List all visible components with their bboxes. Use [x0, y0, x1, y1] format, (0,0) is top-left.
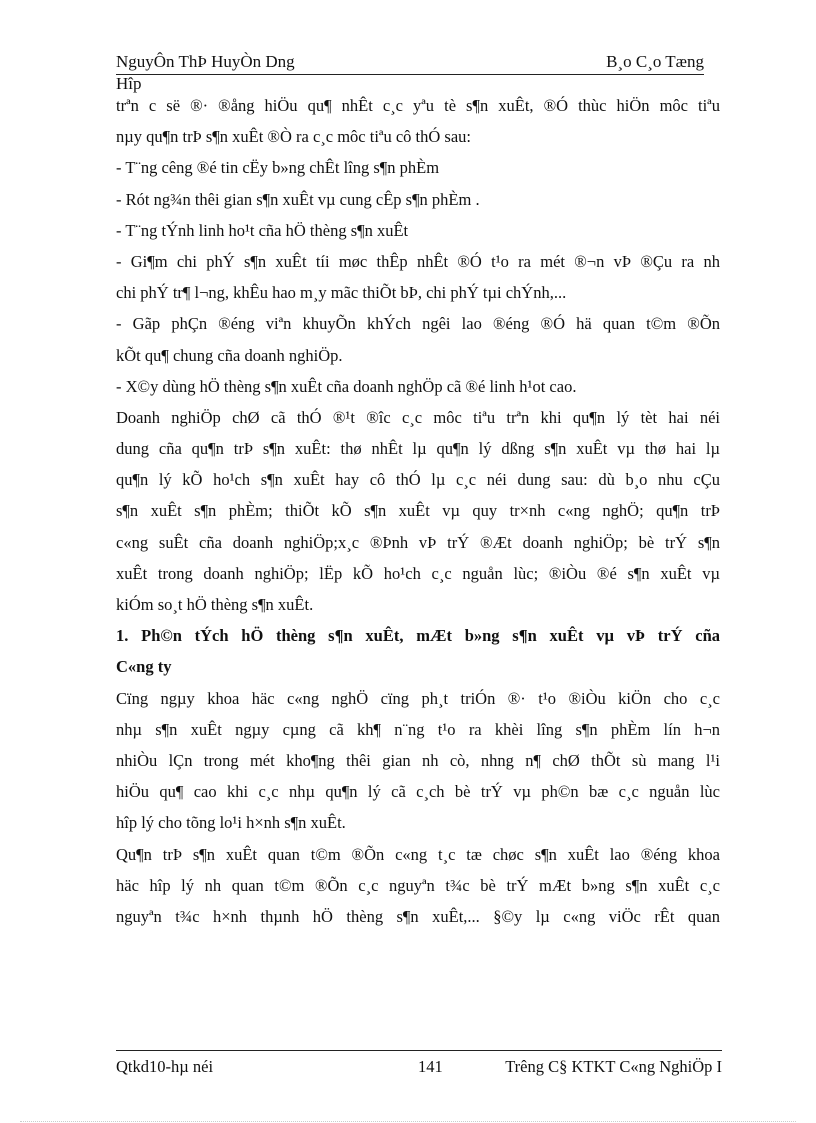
- page-header: [116, 52, 704, 75]
- bullet-line: - T¨ng tÝnh linh ho¹t cña hÖ thèng s¶n xuÊt: [116, 220, 409, 240]
- text-line: nµy qu¶n trÞ s¶n xuÊt ®Ò ra c¸c môc tiªu cô thÓ sau:: [116, 127, 471, 147]
- text-line: trªn c së ®· ®ång hiÖu qu¶ nhÊt c¸c yªu tè s¶n xuÊt, ®Ó thùc hiÖn môc tiªu: [116, 96, 720, 115]
- header-report-title: B¸o C¸o Tæng: [606, 52, 704, 71]
- text-line: dung cña qu¶n trÞ s¶n xuÊt: thø nhÊt lµ qu¶n lý dßng s¶n xuÊt vµ thø hai lµ: [116, 439, 720, 459]
- text-line: kÕt qu¶ chung cña doanh nghiÖp.: [116, 345, 343, 365]
- text-line: Cïng ngµy khoa häc c«ng nghÖ cïng ph¸t triÓn ®· t¹o ®iÒu kiÖn cho c¸c: [116, 688, 720, 708]
- text-line: nguyªn t¾c h×nh thµnh hÖ thèng s¶n xuÊt,... §©y lµ c«ng viÖc rÊt quan: [116, 906, 720, 926]
- bullet-line: - Rót ng¾n thêi gian s¶n xuÊt vµ cung cÊp s¶n phÈm .: [116, 189, 480, 209]
- bullet-line: - Gi¶m chi phÝ s¶n xuÊt tíi møc thÊp nhÊt ®Ó t¹o ra mét ®¬n vÞ ®Çu ra nh: [116, 251, 720, 271]
- footer-school: Trêng C§ KTKT C«ng NghiÖp I: [505, 1057, 722, 1076]
- bullet-line: - X©y dùng hÖ thèng s¶n xuÊt cña doanh nghÖp cã ®é linh h¹ot cao.: [116, 376, 577, 396]
- page-footer: [116, 1050, 722, 1081]
- page-number: 141: [418, 1057, 443, 1076]
- text-line: kiÓm so¸t hÖ thèng s¶n xuÊt.: [116, 595, 314, 614]
- bullet-line: - Gãp phÇn ®éng viªn khuyÕn khÝch ngêi lao ®éng ®Ó hä quan t©m ®Õn: [116, 314, 720, 334]
- text-line: hiÖu qu¶ cao khi c¸c nhµ qu¶n lý cã c¸ch bè trÝ vµ ph©n bæ c¸c nguån lùc: [116, 782, 720, 802]
- document-body: [116, 90, 720, 932]
- text-line: Doanh nghiÖp chØ cã thÓ ®¹t ®îc c¸c môc tiªu trªn khi qu¶n lý tèt hai néi: [116, 407, 720, 427]
- section-heading-cont: C«ng ty: [116, 657, 172, 677]
- text-line: häc hîp lý nh quan t©m ®Õn c¸c nguyªn t¾c bè trÝ mÆt b»ng s¶n xuÊt c¸c: [116, 875, 720, 895]
- text-line: Qu¶n trÞ s¶n xuÊt quan t©m ®Õn c«ng t¸c tæ chøc s¶n xuÊt lao ®éng khoa: [116, 844, 720, 864]
- header-author-continued: Hîp: [116, 74, 142, 93]
- text-line: nhµ s¶n xuÊt ngµy cµng cã kh¶ n¨ng t¹o ra khèi lîng s¶n phÈm lín h¬n: [116, 719, 720, 739]
- text-line: chi phÝ tr¶ l¬ng, khÊu hao m¸y mãc thiÕt bÞ, chi phÝ tµi chÝnh,...: [116, 283, 567, 303]
- text-line: c«ng suÊt cña doanh nghiÖp;x¸c ®Þnh vÞ trÝ ®Æt doanh nghiÖp; bè trÝ s¶n: [116, 532, 720, 552]
- page-edge-divider: [20, 1121, 796, 1122]
- text-line: qu¶n lý kÕ ho¹ch s¶n xuÊt hay cô thÓ lµ c¸c néi dung sau: dù b¸o nhu cÇu: [116, 470, 720, 490]
- text-line: xuÊt trong doanh nghiÖp; lËp kÕ ho¹ch c¸c nguån lùc; ®iÒu ®é s¶n xuÊt vµ: [116, 563, 720, 583]
- text-line: nhiÒu lÇn trong mét kho¶ng thêi gian nh cò, nhng n¶ chØ thÕt sù mang l¹i: [116, 750, 720, 770]
- text-line: s¶n xuÊt s¶n phÈm; thiÕt kÕ s¶n xuÊt vµ quy tr×nh c«ng nghÖ; qu¶n trÞ: [116, 501, 720, 521]
- header-author: NguyÔn ThÞ HuyÒn Dng: [116, 52, 295, 71]
- footer-class: Qtkd10-hµ néi: [116, 1057, 214, 1076]
- text-line: hîp lý cho tõng lo¹i h×nh s¶n xuÊt.: [116, 813, 346, 833]
- bullet-line: - T¨ng cêng ®é tin cËy b»ng chÊt lîng s¶n phÈm: [116, 158, 440, 178]
- section-heading: 1. Ph©n tÝch hÖ thèng s¶n xuÊt, mÆt b»ng s¶n xuÊt vµ vÞ trÝ cña: [116, 626, 720, 646]
